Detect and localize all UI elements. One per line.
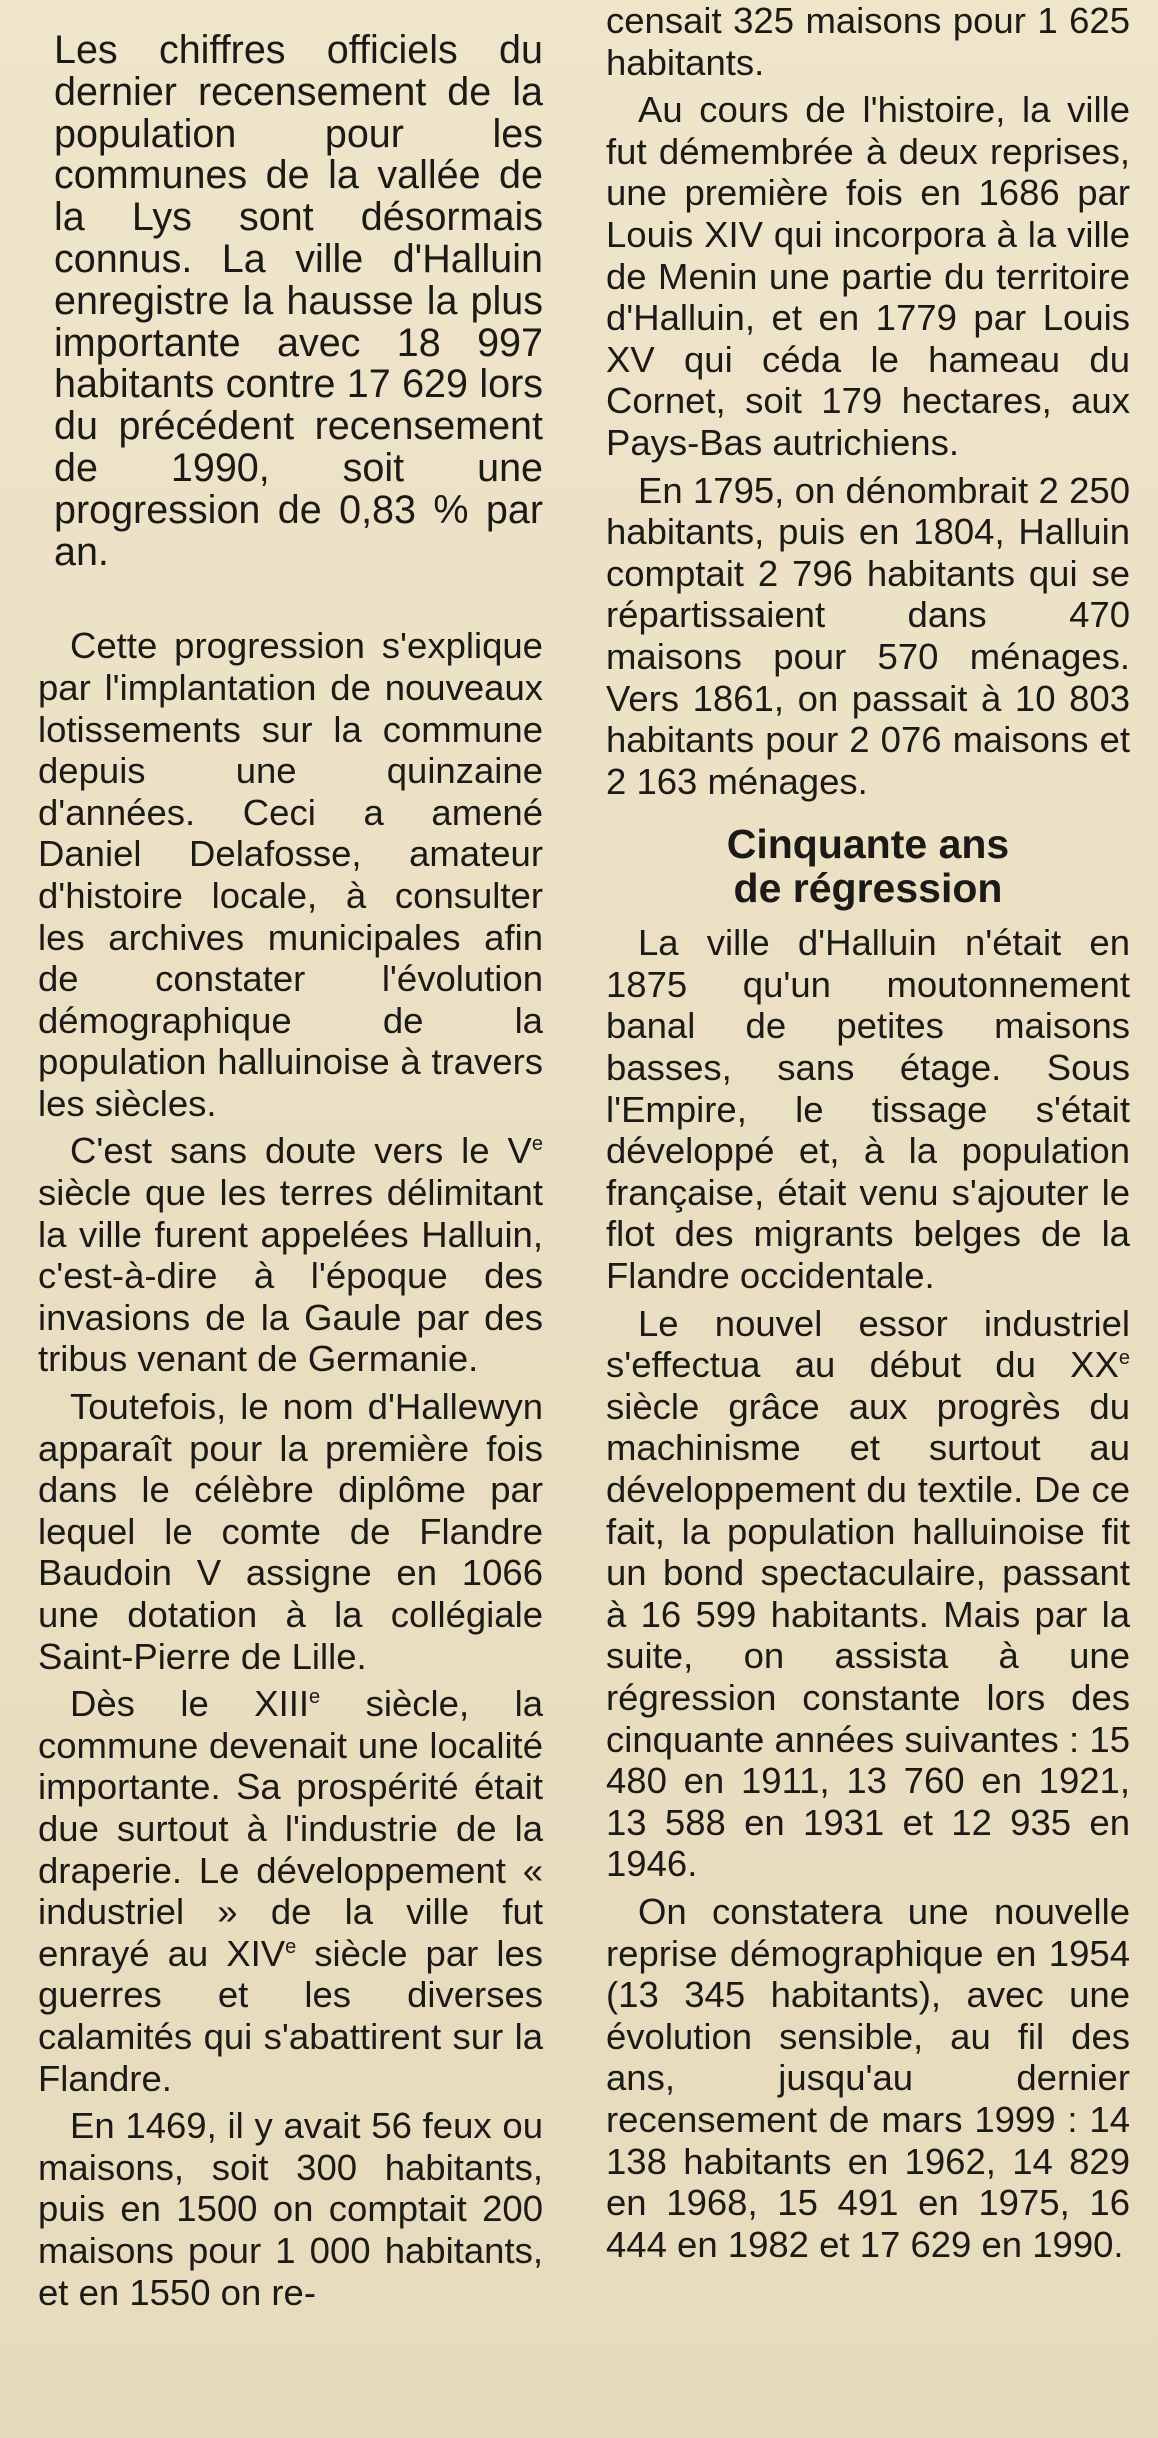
- section-heading: Cinquante ans de régression: [726, 821, 1010, 912]
- intro-paragraph: Les chiffres officiels du dernier recensement de la population pour les communes de la vallée de la Lys sont désormais connus. La ville d'Halluin enregistre la hausse la plus importante avec 18 997 habitants contre 17 629 lors du précédent recensement de 1990, soit une progression de 0,83 % par an.: [54, 28, 543, 574]
- paragraph-demembrement: Au cours de l'histoire, la ville fut démembrée à deux reprises, une première fois en 1686 par Louis XIV qui incorpora à la ville de Menin une partie du territoire d'Halluin, et en 1779 par Louis XV qui céda le hameau du Cornet, soit 179 hectares, aux Pays-Bas autrichiens.: [606, 89, 1130, 463]
- paragraph-1550-continued: censait 325 maisons pour 1 625 habitants.: [606, 0, 1130, 83]
- paragraph-1795: En 1795, on dénombrait 2 250 habitants, puis en 1804, Halluin comptait 2 796 habitants qui se répartissaient dans 470 maisons pour 570 ménages. Vers 1861, on passait à 10 803 habitants pour 2 076 maisons et 2 163 ménages.: [606, 469, 1130, 802]
- paragraph-xxe-siecle: Le nouvel essor industriel s'effectua au début du XXe siècle grâce aux progrès du machinisme et surtout au développement du textile. De ce fait, la population halluinoise fit un bond spectaculaire, passant à 16 599 habitants. Mais par la suite, on assista à une régression constante lors des cinquante années suivantes : 15 480 en 1911, 13 760 en 1921, 13 588 en 1931 et 12 935 en 1946.: [606, 1302, 1130, 1885]
- paragraph-ve-siecle: C'est sans doute vers le Ve siècle que les terres délimitant la ville furent appelées Halluin, c'est-à-dire à l'époque des invasions de la Gaule par des tribus venant de Germanie.: [38, 1130, 543, 1380]
- paragraph-1469: En 1469, il y avait 56 feux ou maisons, soit 300 habitants, puis en 1500 on comptait 200 maisons pour 1 000 habitants, et en 1550 on re-: [38, 2105, 543, 2313]
- paragraph-hallewyn: Toutefois, le nom d'Hallewyn apparaît pour la première fois dans le célèbre diplôme par lequel le comte de Flandre Baudoin V assigne en 1066 une dotation à la collégiale Saint-Pierre de Lille.: [38, 1386, 543, 1677]
- left-column: [38, 0, 543, 2313]
- paragraph-xiiie-siecle: Dès le XIIIe siècle, la commune devenait une localité importante. Sa prospérité était due surtout à l'industrie de la draperie. Le développement « industriel » de la ville fut enrayé au XIVe siècle par les guerres et les diverses calamités qui s'abattirent sur la Flandre.: [38, 1683, 543, 2099]
- paragraph-1954: On constatera une nouvelle reprise démographique en 1954 (13 345 habitants), avec une évolution sensible, au fil des ans, jusqu'au dernier recensement de mars 1999 : 14 138 habitants en 1962, 14 829 en 1968, 15 491 en 1975, 16 444 en 1982 et 17 629 en 1990.: [606, 1890, 1130, 2265]
- right-column: [606, 0, 1130, 2265]
- paragraph-1875: La ville d'Halluin n'était en 1875 qu'un moutonnement banal de petites maisons basses, sans étage. Sous l'Empire, le tissage s'était développé et, à la population française, était venu s'ajouter le flot des migrants belges de la Flandre occidentale.: [606, 922, 1130, 1297]
- paragraph-progression: Cette progression s'explique par l'implantation de nouveaux lotissements sur la commune depuis une quinzaine d'années. Ceci a amené Daniel Delafosse, amateur d'histoire locale, à consulter les archives municipales afin de constater l'évolution démographique de la population halluinoise à travers les siècles.: [38, 625, 543, 1124]
